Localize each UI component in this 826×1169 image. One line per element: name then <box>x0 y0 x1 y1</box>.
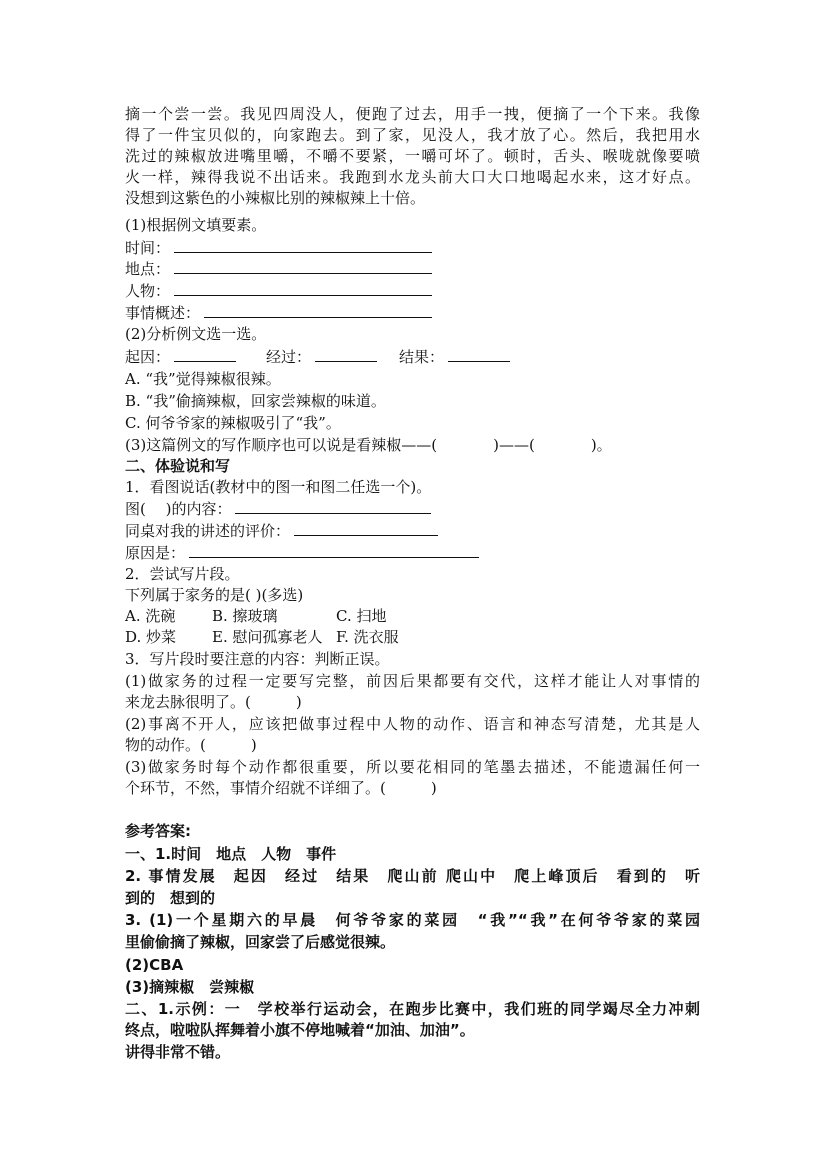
q3-prefix: (3)这篇例文的写作顺序也可以说是看辣椒——( <box>125 436 438 454</box>
answer-line: (3)摘辣椒 尝辣椒 <box>125 978 255 996</box>
process-label: 经过： <box>266 348 312 366</box>
choices-row <box>125 627 399 648</box>
time-label: 时间： <box>125 239 171 257</box>
answer-line: 二、1.示例：一 学校举行运动会，在跑步比赛中，我们班的同学竭尽全力冲刺 <box>125 1000 700 1018</box>
section2-title: 二、体验说和写 <box>125 457 231 475</box>
answer-line: 里偷偷摘了辣椒，回家尝了后感觉很辣。 <box>125 933 396 951</box>
q2-title: (2)分析例文选一选。 <box>125 325 267 343</box>
reason-label: 原因是： <box>125 544 186 562</box>
people-blank[interactable] <box>174 280 432 296</box>
choice: C. 扫地 <box>336 607 387 625</box>
q1-place-row <box>125 258 432 279</box>
passage-line: 没想到这紫色的小辣椒比别的辣椒辣上十倍。 <box>125 189 426 207</box>
passage-line: 摘一个尝一尝。我见四周没人，便跑了过去，用手一拽，便摘了一个下来。我像 <box>125 105 700 123</box>
eval-row <box>125 520 438 541</box>
answer-line: (2)CBA <box>125 956 184 974</box>
summary-label: 事情概述： <box>125 304 201 322</box>
q2-option: A. “我”觉得辣椒很辣。 <box>125 370 281 388</box>
eval-label: 同桌对我的讲述的评价： <box>125 522 291 540</box>
process-blank[interactable] <box>315 346 377 362</box>
choices-row <box>125 606 386 627</box>
choice: F. 洗衣服 <box>336 628 399 646</box>
answer-line: 到的 想到的 <box>125 889 216 907</box>
judge-line: (2)事离不开人，应该把做事过程中人物的动作、语言和神态写清楚，尤其是人 <box>125 715 700 733</box>
q1-summary-row <box>125 302 432 323</box>
place-label: 地点： <box>125 260 171 278</box>
passage-line: 得了一件宝贝似的，向家跑去。到了家，见没人，我才放了心。然后，我把用水 <box>125 126 700 144</box>
answer-line: 一、1.时间 地点 人物 事件 <box>125 845 337 863</box>
q2-blanks-row <box>125 346 510 367</box>
time-blank[interactable] <box>174 237 432 253</box>
answer-line: 3. (1)一个星期六的早晨 何爷爷家的菜园 “我”“我”在何爷爷家的菜园 <box>125 911 700 929</box>
pic-blank[interactable] <box>235 498 431 514</box>
judge-line: (3)做家务时每个动作都很重要，所以要花相同的笔墨去描述，不能遗漏任何一 <box>125 758 700 776</box>
answers-title: 参考答案: <box>125 822 191 840</box>
item1: 1．看图说话(教材中的图一和图二任选一个)。 <box>125 478 432 496</box>
q3-mid: )——( <box>493 436 535 454</box>
q3-row <box>125 435 612 456</box>
choice: B. 擦玻璃 <box>212 607 278 625</box>
answer-line: 讲得非常不错。 <box>125 1043 231 1061</box>
q2-option: B. “我”偷摘辣椒，回家尝辣椒的味道。 <box>125 392 386 410</box>
choice: D. 炒菜 <box>125 628 177 646</box>
reason-blank[interactable] <box>189 542 479 558</box>
answer-line: 2. 事情发展 起因 经过 结果 爬山前 爬山中 爬上峰顶后 看到的 听 <box>125 867 700 885</box>
q2-option: C. 何爷爷家的辣椒吸引了“我”。 <box>125 414 341 432</box>
item3: 3．写片段时要注意的内容：判断正误。 <box>125 650 390 668</box>
judge-line: (1)做家务的过程一定要写完整，前因后果都要有交代，这样才能让人对事情的 <box>125 672 700 690</box>
item2: 2．尝试写片段。 <box>125 565 240 583</box>
cause-blank[interactable] <box>174 346 236 362</box>
judge-line: 来龙去脉很明了。( ) <box>125 693 302 711</box>
passage-line: 洗过的辣椒放进嘴里嚼，不嚼不要紧，一嚼可坏了。顿时，舌头、喉咙就像要喷 <box>125 147 700 165</box>
judge-line: 物的动作。( ) <box>125 736 257 754</box>
answer-line: 终点，啦啦队挥舞着小旗不停地喊着“加油、加油”。 <box>125 1021 475 1039</box>
reason-row <box>125 542 479 563</box>
place-blank[interactable] <box>174 258 432 274</box>
pic-label: 图( )的内容： <box>125 500 232 518</box>
passage-line: 火一样，辣得我说不出话来。我跑到水龙头前大口大口地喝起水来，这才好点。 <box>125 168 700 186</box>
q3-end: )。 <box>590 436 612 454</box>
pic-row <box>125 498 431 519</box>
judge-line: 个环节，不然，事情介绍就不详细了。( ) <box>125 779 437 797</box>
result-label: 结果： <box>399 348 445 366</box>
result-blank[interactable] <box>448 346 510 362</box>
people-label: 人物： <box>125 282 171 300</box>
q1-people-row <box>125 280 432 301</box>
choice: A. 洗碗 <box>125 607 176 625</box>
eval-blank[interactable] <box>294 520 438 536</box>
summary-blank[interactable] <box>204 302 432 318</box>
q1-title: (1)根据例文填要素。 <box>125 216 267 234</box>
q1-time-row <box>125 237 432 258</box>
cause-label: 起因： <box>125 348 171 366</box>
choice: E. 慰问孤寡老人 <box>212 628 323 646</box>
choose-prompt: 下列属于家务的是( )(多选) <box>125 586 304 604</box>
